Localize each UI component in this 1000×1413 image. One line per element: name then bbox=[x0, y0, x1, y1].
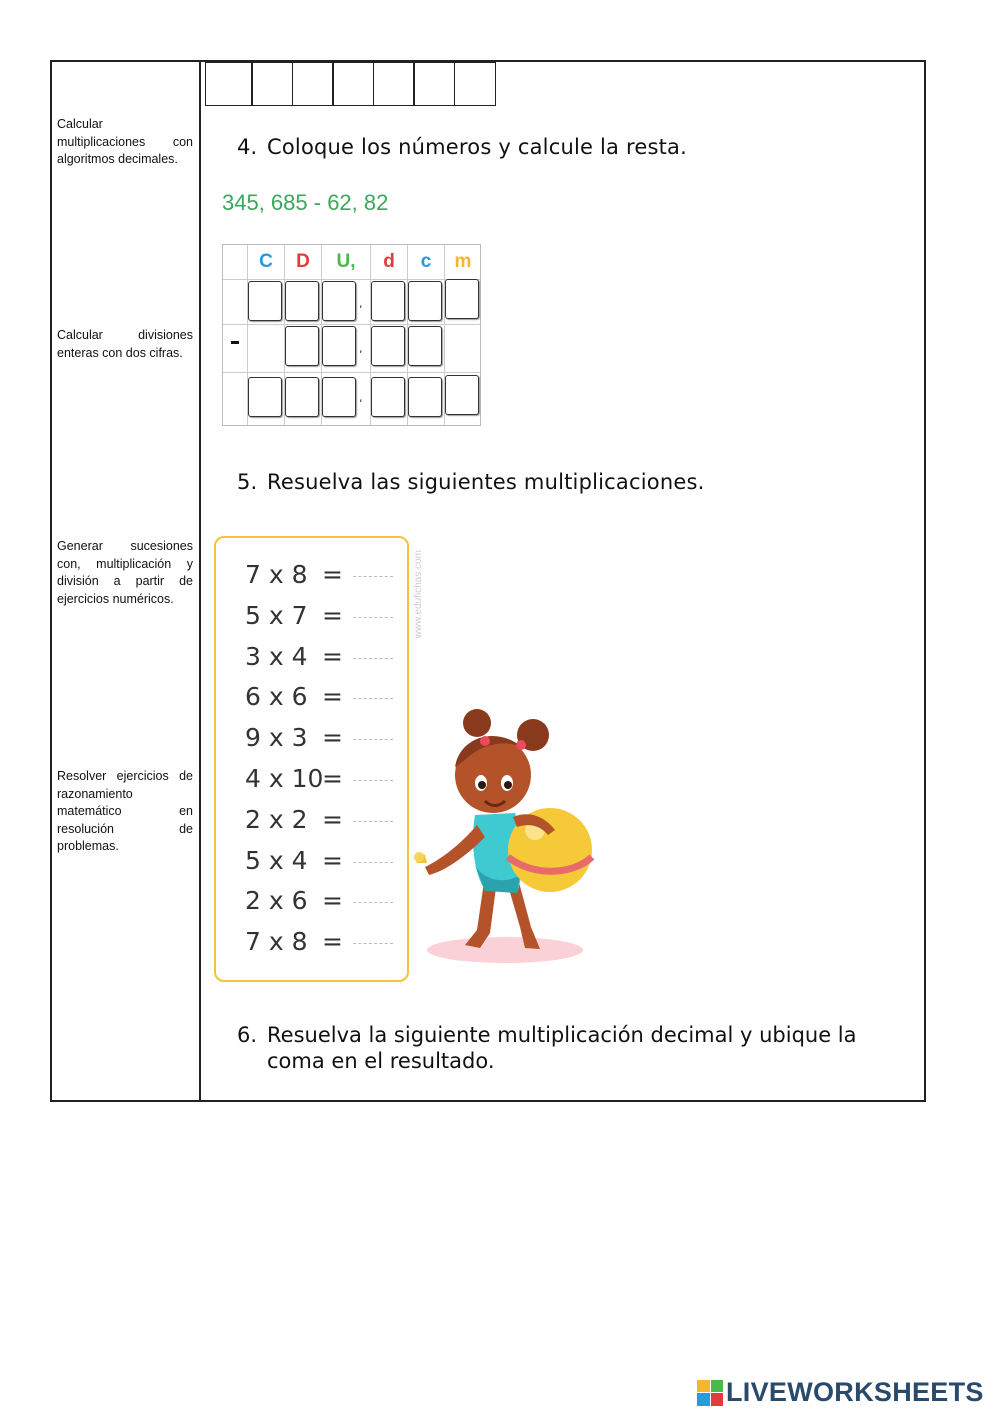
answer-blank[interactable] bbox=[353, 576, 393, 577]
answer-box[interactable] bbox=[292, 62, 334, 106]
grid-cell[interactable] bbox=[285, 326, 319, 366]
answer-box[interactable] bbox=[332, 62, 374, 106]
multiplication-row bbox=[245, 641, 343, 671]
objective-2: Calcular divisiones enteras con dos cifras. bbox=[57, 328, 193, 360]
equals-sign: = bbox=[322, 927, 343, 957]
answer-blank[interactable] bbox=[353, 862, 393, 863]
multiplication-expression: 7 x 8 bbox=[245, 560, 308, 589]
equals-sign: = bbox=[322, 886, 343, 916]
multiplication-row bbox=[245, 600, 343, 630]
multiplication-expression: 6 x 6 bbox=[245, 682, 308, 712]
question-number: 5. bbox=[237, 470, 258, 494]
equals-sign: = bbox=[322, 804, 343, 834]
header-decimas: d bbox=[383, 251, 395, 272]
header-milesimas: m bbox=[454, 251, 472, 272]
multiplication-expression: 2 x 2 bbox=[245, 804, 308, 834]
question-4 bbox=[237, 135, 687, 159]
multiplication-expression: 3 x 4 bbox=[245, 641, 308, 671]
answer-boxes-top bbox=[206, 62, 496, 107]
answer-blank[interactable] bbox=[353, 698, 393, 699]
multiplication-expression: 5 x 4 bbox=[245, 845, 308, 875]
grid-cell[interactable] bbox=[371, 326, 405, 366]
answer-blank[interactable] bbox=[353, 739, 393, 740]
answer-blank[interactable] bbox=[353, 943, 393, 944]
multiplication-row bbox=[245, 723, 343, 753]
equals-sign: = bbox=[322, 682, 343, 712]
answer-blank[interactable] bbox=[353, 658, 393, 659]
watermark: www.edufichas.com bbox=[413, 550, 424, 639]
subtraction-expression: 345, 685 - 62, 82 bbox=[222, 190, 389, 215]
multiplication-expression: 9 x 3 bbox=[245, 723, 308, 753]
header-centenas: C bbox=[259, 251, 273, 272]
objective-3: Generar sucesiones con, multiplicación y división a partir de ejercicios numéricos. bbox=[57, 539, 193, 606]
multiplication-expression: 5 x 7 bbox=[245, 600, 308, 630]
objective-1: Calcular multiplicaciones con algoritmos decimales. bbox=[57, 117, 193, 166]
grid-cell[interactable] bbox=[408, 326, 442, 366]
multiplication-row bbox=[245, 845, 343, 875]
question-6 bbox=[237, 1022, 917, 1074]
grid-cell[interactable] bbox=[285, 281, 319, 321]
objective-4: Resolver ejercicios de razonamiento matemático en resolución de problemas. bbox=[57, 769, 193, 853]
liveworksheets-logo bbox=[697, 1377, 984, 1408]
answer-blank[interactable] bbox=[353, 902, 393, 903]
multiplication-expression: 4 x 10 bbox=[245, 764, 324, 793]
answer-blank[interactable] bbox=[353, 780, 393, 781]
multiplication-row bbox=[245, 886, 343, 916]
question-5 bbox=[237, 470, 704, 494]
grid-cell[interactable] bbox=[408, 281, 442, 321]
grid-cell[interactable] bbox=[285, 377, 319, 417]
equals-sign: = bbox=[322, 560, 343, 589]
logo-icon bbox=[697, 1380, 723, 1406]
question-text: Resuelva las siguientes multiplicaciones. bbox=[267, 470, 705, 494]
grid-cell[interactable] bbox=[322, 326, 356, 366]
question-text: Coloque los números y calcule la resta. bbox=[267, 135, 687, 159]
equals-sign: = bbox=[322, 600, 343, 630]
multiplication-expression: 2 x 6 bbox=[245, 886, 308, 916]
answer-blank[interactable] bbox=[353, 821, 393, 822]
header-centesimas: c bbox=[420, 251, 432, 272]
column-divider bbox=[199, 60, 201, 1102]
equals-sign: = bbox=[322, 723, 343, 753]
answer-box[interactable] bbox=[251, 62, 293, 106]
minus-sign bbox=[231, 341, 239, 344]
header-unidades: U, bbox=[336, 251, 356, 272]
decimal-comma: , bbox=[359, 297, 363, 310]
multiplication-row bbox=[245, 804, 343, 834]
answer-box[interactable] bbox=[413, 62, 455, 106]
multiplication-card bbox=[214, 536, 409, 982]
multiplication-expression: 7 x 8 bbox=[245, 927, 308, 957]
question-number: 6. bbox=[237, 1023, 258, 1047]
logo-text: LIVEWORKSHEETS bbox=[726, 1377, 984, 1407]
decimal-comma: , bbox=[359, 391, 363, 404]
multiplication-row bbox=[245, 764, 343, 793]
equals-sign: = bbox=[322, 845, 343, 875]
answer-box[interactable] bbox=[454, 62, 496, 106]
question-number: 4. bbox=[237, 135, 258, 159]
subtraction-grid bbox=[222, 244, 481, 426]
grid-cell[interactable] bbox=[322, 281, 356, 321]
decimal-comma: , bbox=[359, 342, 363, 355]
girl-with-ball-illustration bbox=[405, 705, 605, 975]
grid-cell[interactable] bbox=[371, 281, 405, 321]
grid-cell[interactable] bbox=[371, 377, 405, 417]
grid-cell[interactable] bbox=[445, 279, 479, 319]
header-decenas: D bbox=[296, 251, 310, 272]
multiplication-row bbox=[245, 927, 343, 957]
grid-cell[interactable] bbox=[322, 377, 356, 417]
equals-sign: = bbox=[322, 641, 343, 671]
grid-cell[interactable] bbox=[248, 281, 282, 321]
multiplication-row bbox=[245, 682, 343, 712]
equals-sign: = bbox=[322, 764, 343, 793]
question-text: Resuelva la siguiente multiplicación decimal y ubique la coma en el resultado. bbox=[267, 1023, 857, 1073]
answer-box[interactable] bbox=[373, 62, 415, 106]
grid-cell[interactable] bbox=[408, 377, 442, 417]
grid-cell[interactable] bbox=[248, 377, 282, 417]
answer-box[interactable] bbox=[205, 62, 253, 106]
multiplication-row bbox=[245, 560, 343, 589]
grid-cell[interactable] bbox=[445, 375, 479, 415]
answer-blank[interactable] bbox=[353, 617, 393, 618]
